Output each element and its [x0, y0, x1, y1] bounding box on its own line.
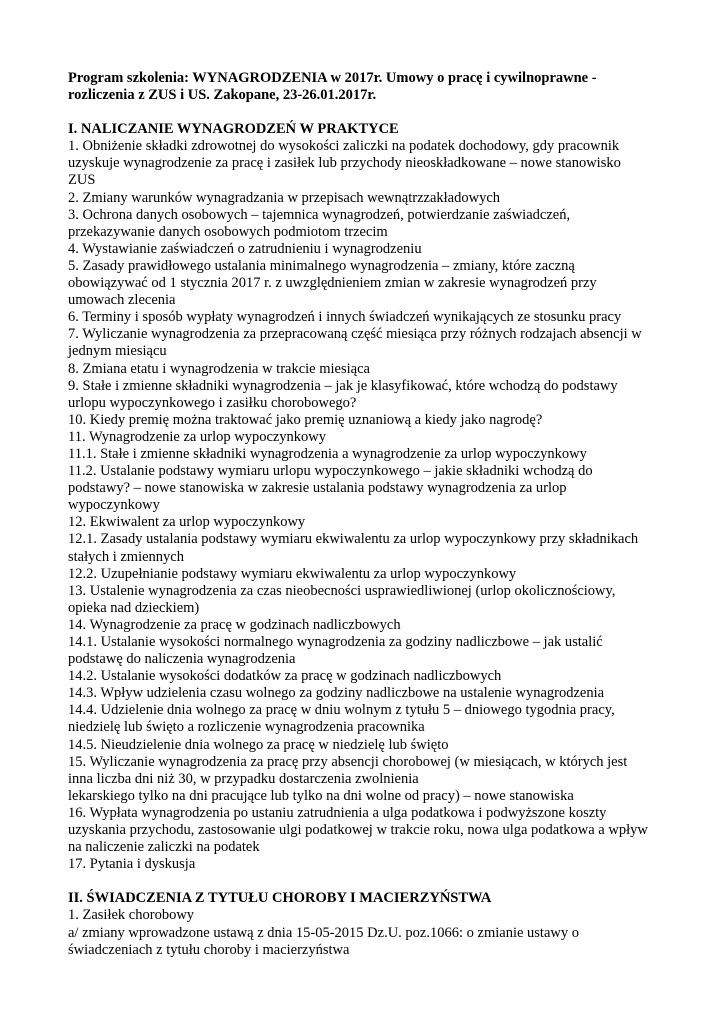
list-item: wypoczynkowy — [68, 497, 160, 514]
list-item: 11.2. Ustalanie podstawy wymiaru urlopu wypoczynkowego – jakie składniki wchodzą do — [68, 463, 593, 480]
list-item: 17. Pytania i dyskusja — [68, 856, 196, 873]
list-item: uzyskania przychodu, zastosowanie ulgi podatkowej w trakcie roku, nowa ulga podatkowa a wpływ — [68, 822, 648, 839]
list-item: 7. Wyliczanie wynagrodzenia za przepracowaną część miesiąca przy różnych rodzajach absencji w — [68, 326, 642, 343]
list-item: stałych i zmiennych — [68, 548, 184, 565]
section-2 — [68, 890, 668, 958]
list-item: na naliczenie zaliczki na podatek — [68, 839, 260, 856]
list-item: 14.1. Ustalanie wysokości normalnego wynagrodzenia za godziny nadliczbowe – jak ustalić — [68, 634, 603, 650]
list-item: 12. Ekwiwalent za urlop wypoczynkowy — [68, 514, 306, 531]
list-item: uzyskuje wynagrodzenie za pracę i zasiłek lub przychody nieoskładkowane – nowe stanowisko — [68, 155, 621, 172]
list-item: 9. Stałe i zmienne składniki wynagrodzenia – jak je klasyfikować, które wchodzą do podstawy — [68, 377, 618, 394]
list-item: 16. Wypłata wynagrodzenia po ustaniu zatrudnienia a ulga podatkowa i podwyższone koszty — [68, 804, 607, 821]
section-heading: I. NALICZANIE WYNAGRODZEŃ W PRAKTYCE — [68, 121, 399, 138]
section-2-list — [68, 907, 668, 958]
list-item: podstawę do naliczenia wynagrodzenia — [68, 651, 296, 668]
list-item: przekazywanie danych osobowych podmiotom trzecim — [68, 223, 388, 240]
list-item: ZUS — [68, 172, 96, 189]
list-item: 10. Kiedy premię można traktować jako premię uznaniową a kiedy jako nagrodę? — [68, 411, 543, 428]
list-item: 12.2. Uzupełnianie podstawy wymiaru ekwiwalentu za urlop wypoczynkowy — [68, 565, 517, 582]
list-item: 2. Zmiany warunków wynagradzania w przepisach wewnątrzzakładowych — [68, 189, 501, 206]
list-item: 13. Ustalenie wynagrodzenia za czas nieobecności usprawiedliwionej (urlop okolicznościowy, — [68, 582, 616, 599]
list-item: 5. Zasady prawidłowego ustalania minimalnego wynagrodzenia – zmiany, które zaczną — [68, 257, 575, 274]
list-item: 6. Terminy i sposób wypłaty wynagrodzeń i innych świadczeń wynikających ze stosunku pracy — [68, 309, 622, 326]
document-title — [68, 70, 668, 104]
section-1-list — [68, 138, 668, 873]
list-item: 14.4. Udzielenie dnia wolnego za pracę w dniu wolnym z tytułu 5 – dniowego tygodnia pracy, — [68, 702, 615, 719]
list-item: 14.3. Wpływ udzielenia czasu wolnego za godziny nadliczbowe na ustalenie wynagrodzenia — [68, 685, 605, 702]
list-item: a/ zmiany wprowadzone ustawą z dnia 15-05-2015 Dz.U. poz.1066: o zmianie ustawy o — [68, 924, 579, 941]
list-item: 11. Wynagrodzenie za urlop wypoczynkowy — [68, 428, 327, 445]
list-item: urlopu wypoczynkowego i zasiłku chorobowego? — [68, 394, 357, 411]
list-item: umowach zlecenia — [68, 292, 176, 309]
list-item: 1. Obniżenie składki zdrowotnej do wysokości zaliczki na podatek dochodowy, gdy pracownik — [68, 138, 620, 155]
title-line: Program szkolenia: WYNAGRODZENIA w 2017r. Umowy o pracę i cywilnoprawne - — [68, 70, 597, 86]
list-item: jednym miesiącu — [68, 343, 167, 360]
title-line: rozliczenia z ZUS i US. Zakopane, 23-26.01.2017r. — [68, 87, 377, 104]
list-item: 14.2. Ustalanie wysokości dodatków za pracę w godzinach nadliczbowych — [68, 668, 502, 685]
document-content — [68, 70, 668, 959]
list-item: 1. Zasiłek chorobowy — [68, 907, 195, 924]
list-item: 3. Ochrona danych osobowych – tajemnica wynagrodzeń, potwierdzanie zaświadczeń, — [68, 206, 571, 223]
section-1 — [68, 121, 668, 873]
list-item: opieka nad dzieckiem) — [68, 599, 200, 616]
list-item: 15. Wyliczanie wynagrodzenia za pracę przy absencji chorobowej (w miesiącach, w których jest — [68, 753, 628, 770]
list-item: inna liczba dni niż 30, w przypadku dostarczenia zwolnienia — [68, 770, 419, 787]
spacer — [68, 873, 668, 890]
list-item: niedzielę lub święto a rozliczenie wynagrodzenia pracownika — [68, 719, 425, 736]
list-item: 14.5. Nieudzielenie dnia wolnego za pracę w niedzielę lub święto — [68, 736, 449, 753]
list-item: obowiązywać od 1 stycznia 2017 r. z uwzględnieniem zmian w zakresie wynagrodzeń przy — [68, 275, 597, 292]
spacer — [68, 104, 668, 121]
list-item: 8. Zmiana etatu i wynagrodzenia w trakcie miesiąca — [68, 360, 370, 377]
list-item: świadczeniach z tytułu choroby i macierzyństwa — [68, 941, 350, 958]
list-item: lekarskiego tylko na dni pracujące lub tylko na dni wolne od pracy) – nowe stanowiska — [68, 787, 574, 804]
list-item: podstawy? – nowe stanowiska w zakresie ustalania podstawy wynagrodzenia za urlop — [68, 480, 567, 497]
section-heading: II. ŚWIADCZENIA Z TYTUŁU CHOROBY I MACIERZYŃSTWA — [68, 890, 492, 907]
list-item: 11.1. Stałe i zmienne składniki wynagrodzenia a wynagrodzenie za urlop wypoczynkowy — [68, 445, 587, 462]
list-item: 14. Wynagrodzenie za pracę w godzinach nadliczbowych — [68, 616, 401, 633]
list-item: 12.1. Zasady ustalania podstawy wymiaru ekwiwalentu za urlop wypoczynkowy przy składnikach — [68, 531, 639, 548]
list-item: 4. Wystawianie zaświadczeń o zatrudnieniu i wynagrodzeniu — [68, 240, 422, 257]
